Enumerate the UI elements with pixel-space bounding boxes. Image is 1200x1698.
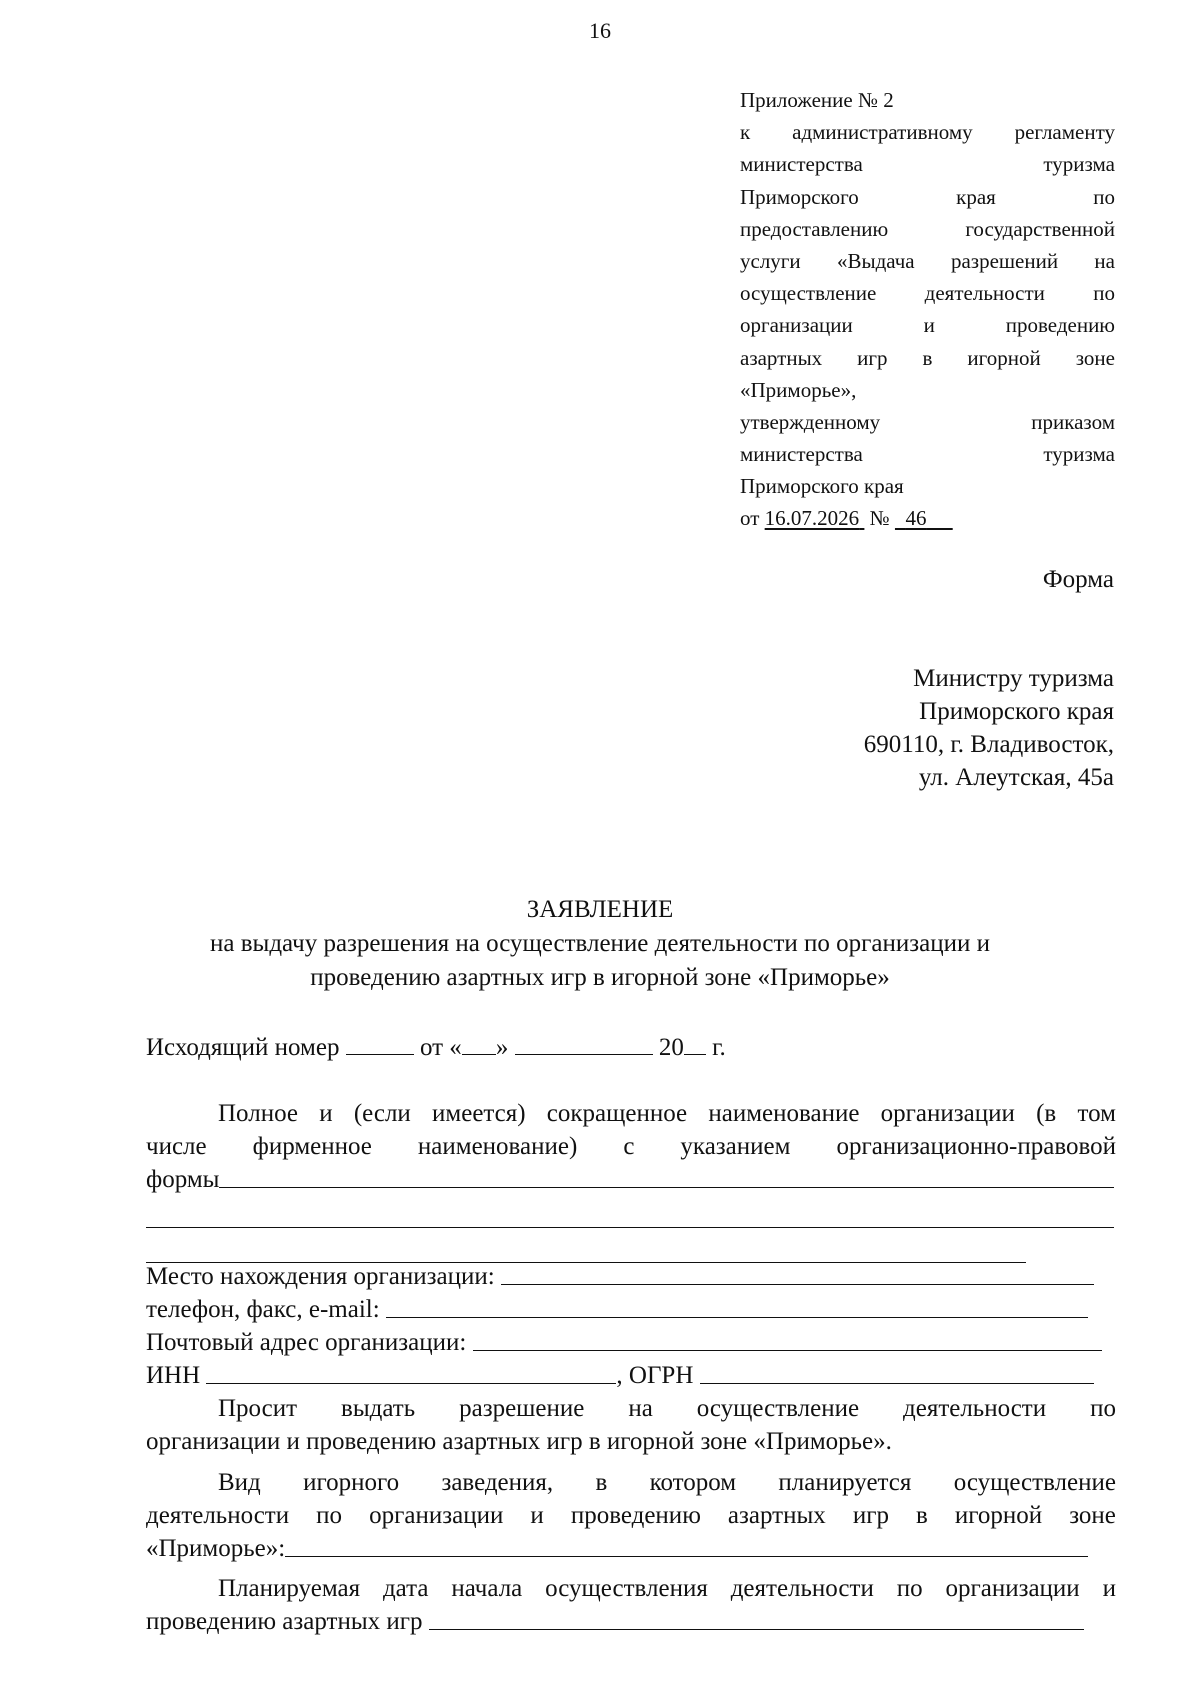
appendix-line: министерства туризма <box>740 152 1115 177</box>
paragraph-line: деятельности по организации и проведению азартных игр в игорной зоне <box>146 1502 1116 1529</box>
appendix-line: «Приморье», <box>740 377 857 402</box>
contacts-field[interactable] <box>386 1293 1088 1318</box>
paragraph-line: Вид игорного заведения, в котором планируется осуществление <box>218 1469 1116 1496</box>
form-label: Форма <box>1042 566 1114 593</box>
statement-title: ЗАЯВЛЕНИЕ <box>526 896 674 923</box>
org-name-field[interactable] <box>219 1163 1114 1188</box>
appendix-title: Приложение № 2 <box>740 88 894 112</box>
paragraph-line: числе фирменное наименование) с указанием организационно-правовой <box>146 1133 1116 1160</box>
appendix-line: утвержденному приказом <box>740 409 1115 434</box>
org-form-row: формы <box>146 1163 1114 1196</box>
postal-address-row: Почтовый адрес организации: <box>146 1326 1102 1359</box>
location-row: Место нахождения организации: <box>146 1260 1094 1293</box>
appendix-block <box>740 84 1115 535</box>
appendix-line: к административному регламенту <box>740 120 1115 145</box>
order-reference: от 16.07.2026 № 46 <box>740 502 1115 534</box>
org-name-field-line[interactable] <box>146 1226 1114 1228</box>
request-paragraph <box>146 1392 1116 1458</box>
addressee-line: Приморского края <box>919 698 1114 725</box>
org-name-paragraph <box>146 1097 1116 1263</box>
inn-ogrn-row: ИНН , ОГРН <box>146 1359 1094 1392</box>
start-date-paragraph <box>146 1572 1116 1638</box>
appendix-line: министерства туризма <box>740 442 1115 467</box>
appendix-line: Приморского края <box>740 474 904 499</box>
appendix-line: Приморского края по <box>740 184 1115 209</box>
addressee-line: 690110, г. Владивосток, <box>863 731 1114 758</box>
appendix-line: предоставлению государственной <box>740 216 1115 241</box>
paragraph-line: Полное и (если имеется) сокращенное наименование организации (в том <box>218 1100 1116 1127</box>
addressee-line: Министру туризма <box>913 665 1114 692</box>
outgoing-number-field[interactable] <box>346 1030 414 1055</box>
appendix-line: осуществление деятельности по <box>740 281 1115 306</box>
statement-subtitle: проведению азартных игр в игорной зоне «Приморье» <box>310 964 890 991</box>
appendix-line: услуги «Выдача разрешений на <box>740 248 1115 273</box>
addressee-line: ул. Алеутская, 45а <box>918 764 1114 791</box>
contacts-row: телефон, факс, e-mail: <box>146 1293 1088 1326</box>
start-date-field[interactable] <box>429 1605 1084 1630</box>
page-number: 16 <box>589 18 611 43</box>
inn-field[interactable] <box>206 1359 616 1384</box>
venue-type-field[interactable] <box>285 1532 1088 1557</box>
postal-address-field[interactable] <box>473 1326 1102 1351</box>
location-field[interactable] <box>501 1260 1094 1285</box>
start-date-row: проведению азартных игр <box>146 1605 1084 1638</box>
appendix-line: азартных игр в игорной зоне <box>740 345 1115 370</box>
statement-title-block <box>0 893 1200 995</box>
statement-subtitle: на выдачу разрешения на осуществление деятельности по организации и <box>210 930 990 957</box>
paragraph-line: Планируемая дата начала осуществления деятельности по организации и <box>218 1575 1116 1602</box>
outgoing-month-field[interactable] <box>515 1030 653 1055</box>
appendix-line: организации и проведению <box>740 313 1115 338</box>
outgoing-day-field[interactable] <box>462 1030 496 1055</box>
outgoing-number-line: Исходящий номер от « » 20 г. <box>146 1030 1116 1064</box>
order-date: 16.07.2026 <box>764 506 860 531</box>
venue-type-row: «Приморье»: <box>146 1532 1088 1565</box>
org-details <box>146 1260 1116 1392</box>
order-number: 46 <box>905 506 927 531</box>
venue-type-paragraph <box>146 1466 1116 1565</box>
ogrn-field[interactable] <box>700 1359 1094 1384</box>
paragraph-line: организации и проведению азартных игр в игорной зоне «Приморье». <box>146 1428 892 1455</box>
addressee-block <box>864 662 1114 794</box>
paragraph-line: Просит выдать разрешение на осуществление деятельности по <box>218 1395 1116 1422</box>
outgoing-year-field[interactable] <box>684 1030 706 1055</box>
